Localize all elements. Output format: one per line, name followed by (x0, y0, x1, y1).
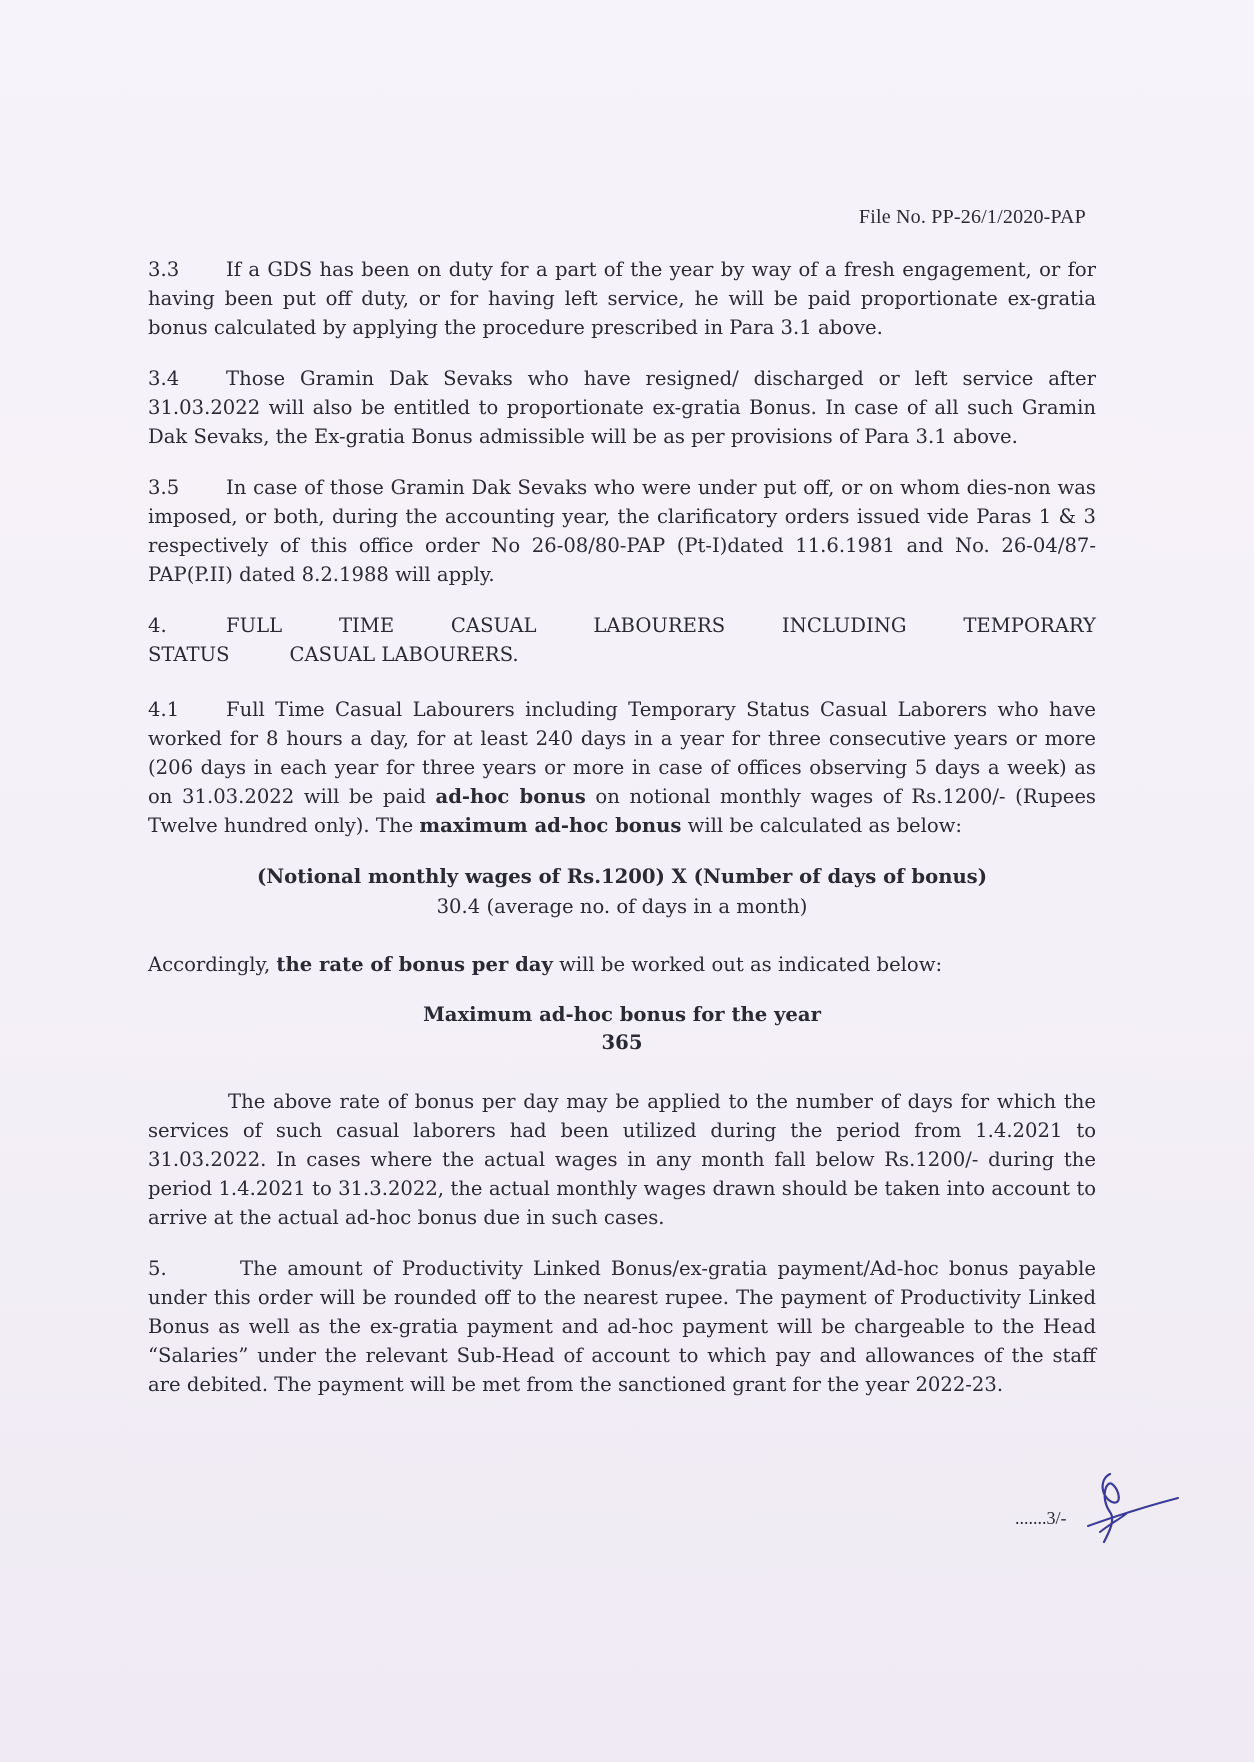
para-number: 4.1 (148, 698, 180, 721)
heading-line-2 (148, 640, 1096, 669)
para-number: 5. (148, 1257, 167, 1280)
document-body (148, 255, 1096, 1421)
heading-line-1: FULL TIME CASUAL LABOURERS INCLUDING TEMPORARY (226, 614, 1096, 637)
paragraph-3-5 (148, 473, 1096, 589)
heading-casual-labourers: CASUAL LABOURERS. (289, 643, 519, 666)
para-number: 3.3 (148, 258, 180, 281)
section-4-heading (148, 611, 1096, 669)
bold-maximum-adhoc-bonus: maximum ad-hoc bonus (419, 814, 682, 837)
para-text: will be worked out as indicated below: (552, 953, 943, 976)
para-text: The amount of Productivity Linked Bonus/ex-gratia payment/Ad-hoc bonus payable under this order will be rounded off to the nearest rupee. The payment of Productivity Linked Bonus as well as the ex-gratia payment and ad-hoc payment will be chargeable to the Head “Salaries” under the relevant Sub-Head of account to which pay and allowances of the staff are debited. The payment will be met from the sanctioned grant for the year 2022-23. (148, 1257, 1096, 1396)
heading-status-word: STATUS (148, 643, 230, 666)
paragraph-accordingly (148, 950, 1096, 979)
para-text: on notional monthly wages of Rs.1200/- (Rupees Twelve hundred only). The (148, 785, 1096, 837)
bonus-formula (148, 862, 1096, 922)
section-number: 4. (148, 614, 167, 637)
handwritten-signature (1080, 1468, 1190, 1548)
paragraph-3-3 (148, 255, 1096, 342)
para-text: Those Gramin Dak Sevaks who have resigned/ discharged or left service after 31.03.2022 will also be entitled to proportionate ex-gratia Bonus. In case of all such Gramin Dak Sevaks, the Ex-gratia Bonus admissible will be as per provisions of Para 3.1 above. (148, 367, 1096, 448)
formula-denominator: 30.4 (average no. of days in a month) (436, 895, 808, 918)
bold-adhoc-bonus: ad-hoc bonus (435, 785, 586, 808)
para-text: If a GDS has been on duty for a part of the year by way of a fresh engagement, or for having been put off duty, or for having left service, he will be paid proportionate ex-gratia bonus calculated by applying the procedure prescribed in Para 3.1 above. (148, 258, 1096, 339)
paragraph-rate-application: The above rate of bonus per day may be applied to the number of days for which the services of such casual laborers had been utilized during the period from 1.4.2021 to 31.03.2022. In cases where the actual wages in any month fall below Rs.1200/- during the period 1.4.2021 to 31.3.2022, the actual monthly wages drawn should be taken into account to arrive at the actual ad-hoc bonus due in such cases. (148, 1090, 1096, 1229)
paragraph-5 (148, 1254, 1096, 1399)
rate-formula-numerator: Maximum ad-hoc bonus for the year (423, 1003, 821, 1026)
formula-numerator: (Notional monthly wages of Rs.1200) X (Number of days of bonus) (256, 865, 987, 888)
para-number: 3.5 (148, 476, 180, 499)
file-number: File No. PP-26/1/2020-PAP (858, 206, 1086, 228)
next-page-marker: .......3/- (1015, 1508, 1067, 1528)
para-text: In case of those Gramin Dak Sevaks who were under put off, or on whom dies-non was imposed, or both, during the accounting year, the clarificatory orders issued vide Paras 1 & 3 respectively of this office order No 26-08/80-PAP (Pt-I)dated 11.6.1981 and No. 26-04/87-PAP(P.II) dated 8.2.1988 will apply. (148, 476, 1096, 586)
para-text: will be calculated as below: (681, 814, 963, 837)
para-text: Accordingly, (148, 953, 277, 976)
rate-formula (148, 1001, 1096, 1057)
para-text: Full Time Casual Labourers including Temporary Status Casual Laborers who have worked for 8 hours a day, for at least 240 days in a year for three consecutive years or more (206 days in each year for three years or more in case of offices observing 5 days a week) as on 31.03.2022 will be paid (148, 698, 1096, 808)
para-number: 3.4 (148, 367, 180, 390)
paragraph-3-4 (148, 364, 1096, 451)
bold-rate-of-bonus: the rate of bonus per day (276, 953, 553, 976)
rate-formula-denominator: 365 (601, 1031, 643, 1054)
paragraph-4-1 (148, 695, 1096, 840)
